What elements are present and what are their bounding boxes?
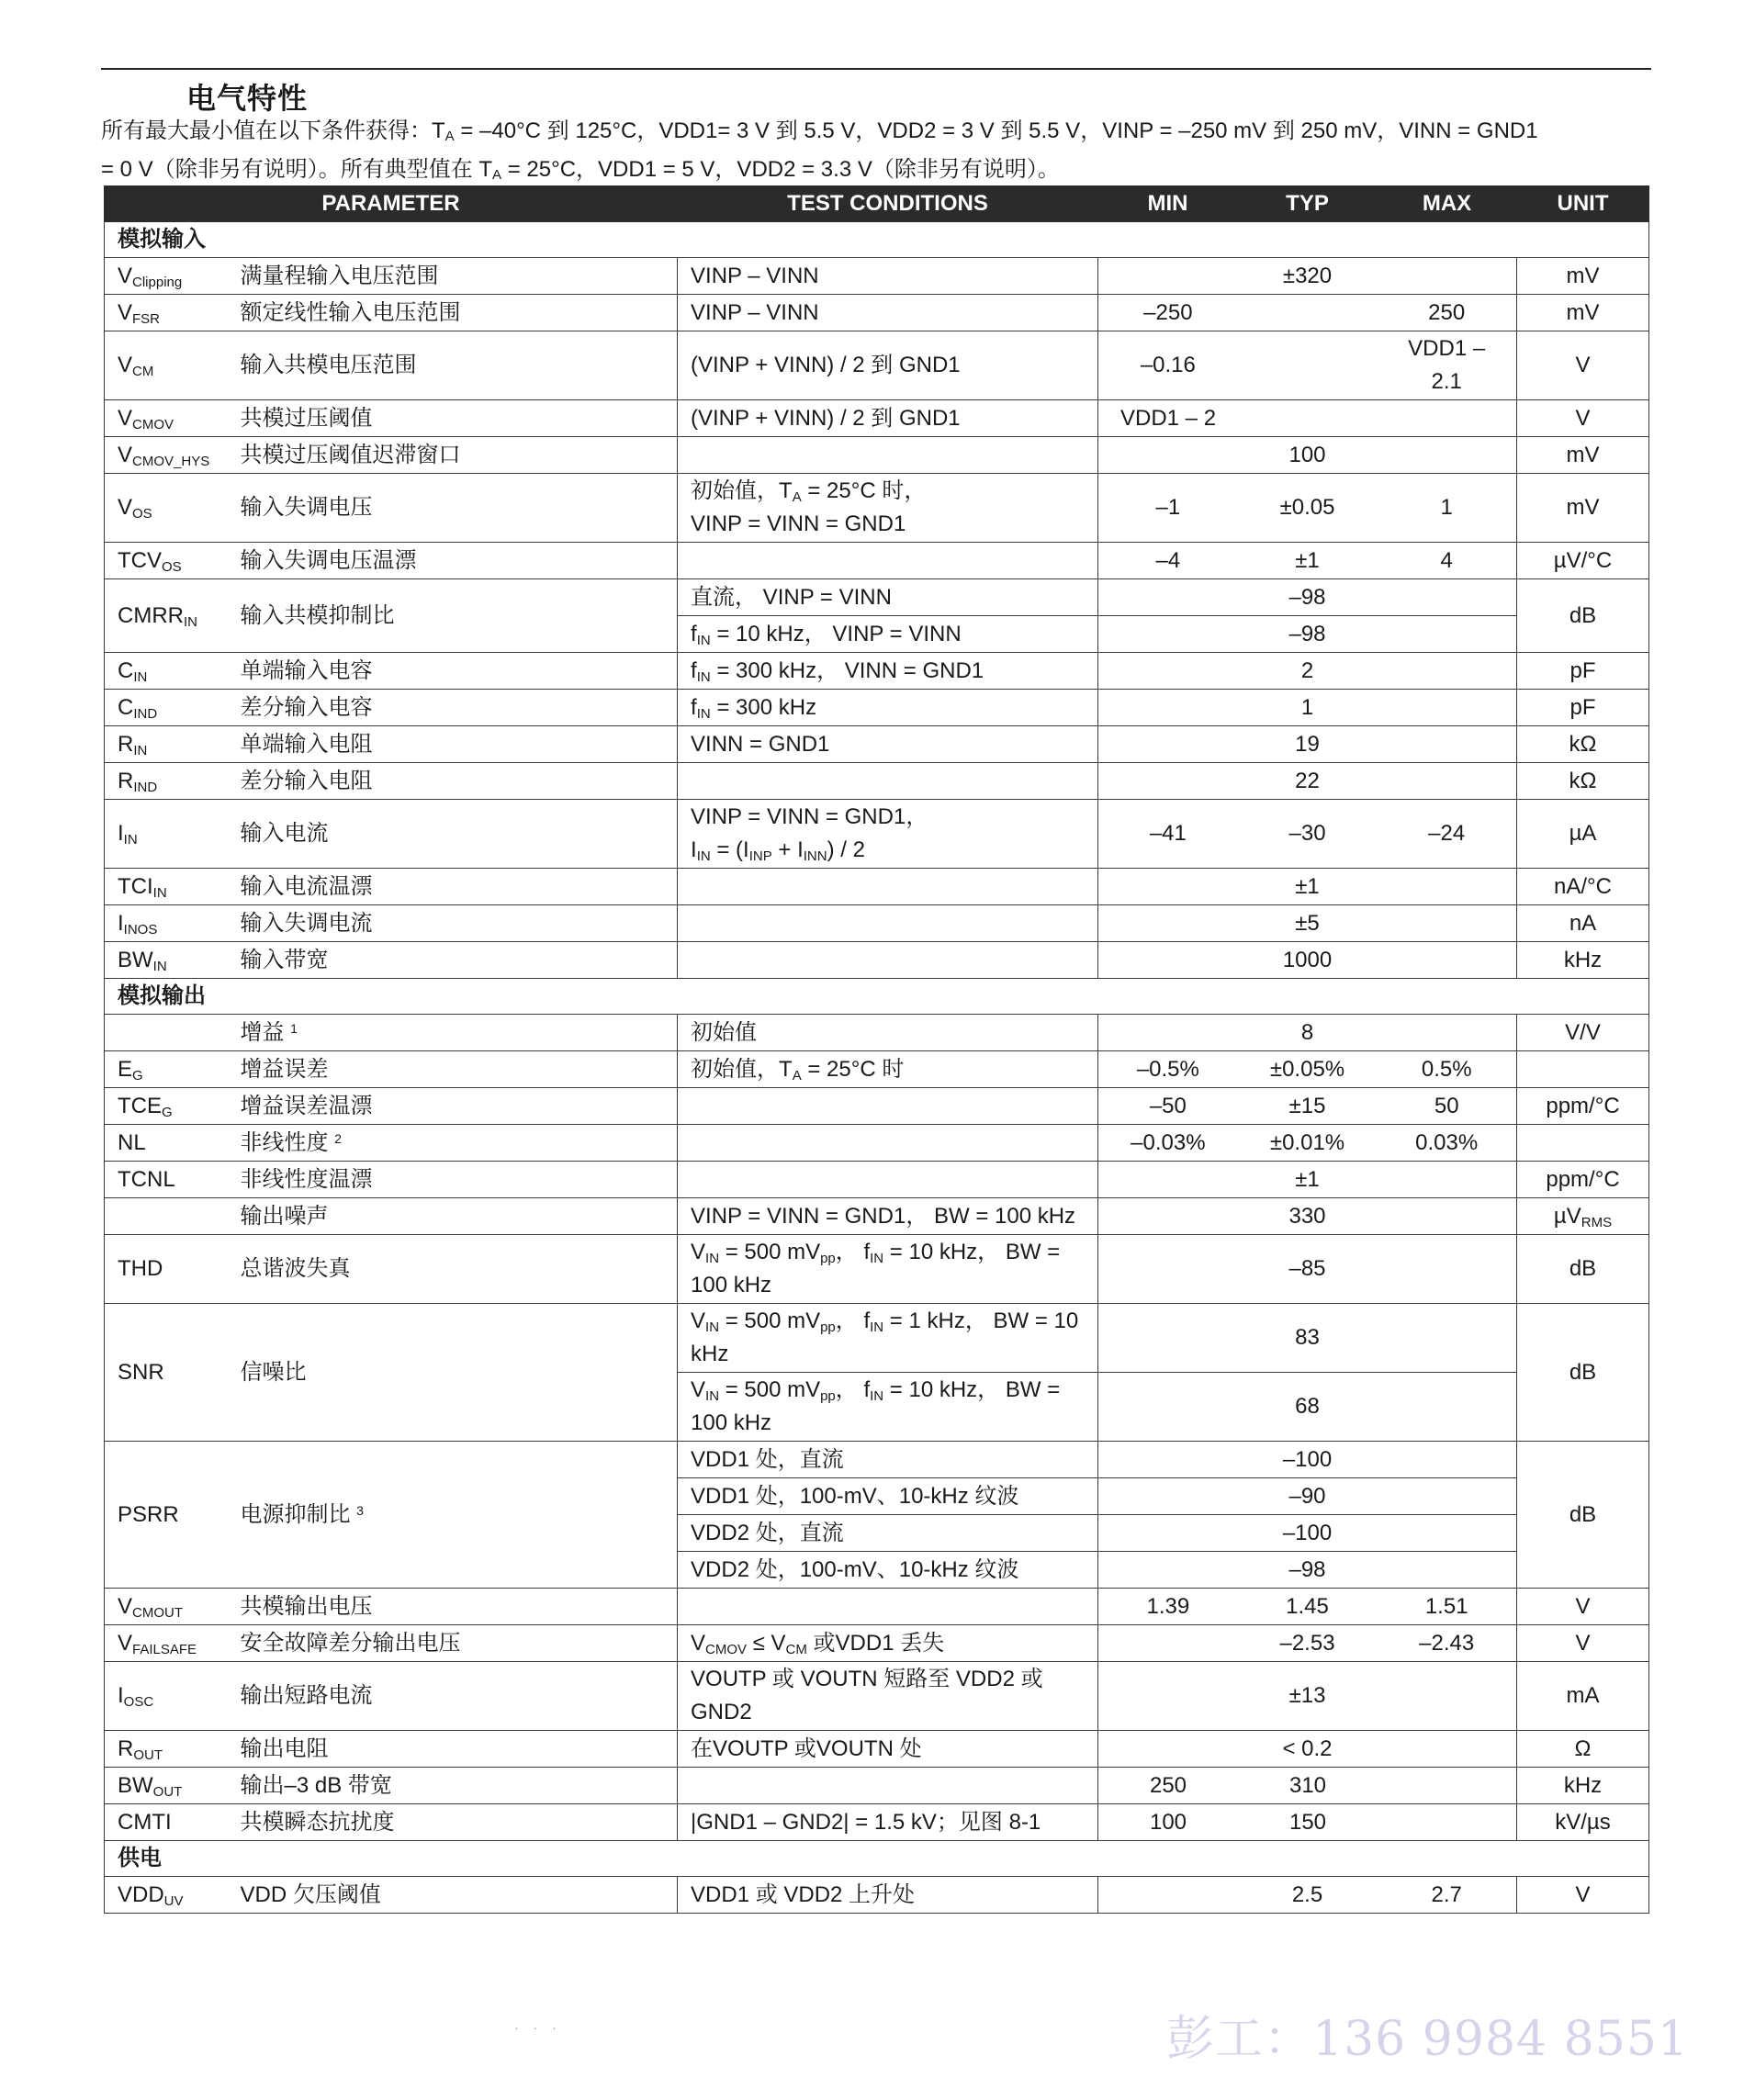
table-row: VDD1 处，100-mV、10-kHz 纹波 –90: [105, 1478, 1649, 1515]
table-row: CMTI 共模瞬态抗扰度 |GND1 – GND2| = 1.5 kV；见图 8-1 100 150 kV/µs: [105, 1804, 1649, 1841]
table-row: $BW_{IN}$ 输入带宽 1000 kHz: [105, 942, 1649, 979]
contact-watermark: 彭工：136 9984 8551: [1166, 2012, 1689, 2067]
scan-speckles: · · ·: [514, 2020, 562, 2035]
intro-paragraph: 所有最大最小值在以下条件获得：$T_A = -40^\circ C$ 到 125°C，VDD1= 3 V 到 5.5 V，VDD2 = 3 V 到 5.5 V，VINP = –250 mV 到 250 mV，VINN = GND1 = 0 V（除非另有说明）。所有典型值在 $T_A = 25^\circ C$，VDD1 = 5 V，VDD2 = 3.3 V（除非另有说明）。: [101, 118, 1538, 183]
header-parameter: PARAMETER: [105, 186, 678, 222]
table-row: $V_{FAILSAFE}$ 安全故障差分输出电压 $V_{CMOV} \le V_{CM}$ 或VDD1 丢失 –2.53 –2.43 V: [105, 1625, 1649, 1662]
header-unit: UNIT: [1517, 186, 1649, 222]
table-row: $f_{IN} = 10$ kHz， VINP = VINN –98: [105, 616, 1649, 653]
table-row: 输出噪声 VINP = VINN = GND1， BW = 100 kHz 330 µV$_{RMS}$: [105, 1198, 1649, 1235]
table-row: $TCV_{OS}$ 输入失调电压温漂 –4 ±1 4 µV/°C: [105, 543, 1649, 579]
table-row: $V_{CM}$ 输入共模电压范围 (VINP + VINN) / 2 到 GND1 –0.16 VDD1 – 2.1 V: [105, 331, 1649, 400]
table-row: 增益 $^1$ 初始值 8 V/V: [105, 1015, 1649, 1051]
table-row: VDD2 处，100-mV、10-kHz 纹波 –98: [105, 1552, 1649, 1589]
table-row: $VDD_{UV}$ VDD 欠压阈值 VDD1 或 VDD2 上升处 2.5 2.7 V: [105, 1877, 1649, 1914]
table-row: $V_{CMOV}$ 共模过压阈值 (VINP + VINN) / 2 到 GND1 VDD1 – 2 V: [105, 400, 1649, 437]
table-row: $R_{IN}$ 单端输入电阻 VINN = GND1 19 kΩ: [105, 726, 1649, 763]
table-row: $I_{IN}$ 输入电流 VINP = VINN = GND1， $I_{IN} = (I_{INP} + I_{INN}) / 2$ –41 –30 –24 µA: [105, 800, 1649, 869]
table-row: NL 非线性度 $^2$ –0.03% ±0.01% 0.03%: [105, 1125, 1649, 1162]
table-header: [105, 186, 1649, 222]
table-row: $V_{CMOUT}$ 共模输出电压 1.39 1.45 1.51 V: [105, 1589, 1649, 1625]
table-row: $I_{INOS}$ 输入失调电流 ±5 nA: [105, 905, 1649, 942]
electrical-characteristics-table: [104, 185, 1649, 1914]
table-row: $R_{OUT}$ 输出电阻 在VOUTP 或VOUTN 处 < 0.2 Ω: [105, 1731, 1649, 1768]
page-title: 电气特性: [186, 82, 309, 115]
table-row: $V_{Clipping}$ 满量程输入电压范围 VINP – VINN ±320 mV: [105, 258, 1649, 295]
section-analog-output: 模拟输出: [105, 979, 1649, 1015]
table-row: SNR 信噪比 $V_{IN} = 500$ $mV_{pp}$， $f_{IN} = 1$ kHz， BW = 10 kHz 83 dB: [105, 1304, 1649, 1373]
table-row: PSRR 电源抑制比 $^3$ VDD1 处，直流 –100 dB: [105, 1442, 1649, 1478]
header-test-conditions: TEST CONDITIONS: [678, 186, 1098, 222]
top-rule: [101, 68, 1651, 70]
header-min: MIN: [1098, 186, 1238, 222]
table-row: $I_{OSC}$ 输出短路电流 VOUTP 或 VOUTN 短路至 VDD2 或 GND2 ±13 mA: [105, 1662, 1649, 1731]
section-analog-input: 模拟输入: [105, 222, 1649, 258]
table-row: $C_{IN}$ 单端输入电容 $f_{IN} = 300$ kHz， VINN = GND1 2 pF: [105, 653, 1649, 690]
table-row: $CMRR_{IN}$ 输入共模抑制比 直流， VINP = VINN –98 dB: [105, 579, 1649, 616]
table-row: $TCE_G$ 增益误差温漂 –50 ±15 50 ppm/°C: [105, 1088, 1649, 1125]
table-row: $C_{IND}$ 差分输入电容 $f_{IN} = 300$ kHz 1 pF: [105, 690, 1649, 726]
header-max: MAX: [1378, 186, 1517, 222]
header-typ: TYP: [1238, 186, 1378, 222]
section-power-supply: 供电: [105, 1841, 1649, 1877]
table-row: $E_G$ 增益误差 初始值，$T_A = 25^\circ C$ 时 –0.5% ±0.05% 0.5%: [105, 1051, 1649, 1088]
table-row: $V_{CMOV\_HYS}$ 共模过压阈值迟滞窗口 100 mV: [105, 437, 1649, 474]
table-row: THD 总谐波失真 $V_{IN} = 500$ $mV_{pp}$， $f_{IN} = 10$ kHz， BW = 100 kHz –85 dB: [105, 1235, 1649, 1304]
table-row: $V_{OS}$ 输入失调电压 初始值，$T_A = 25^\circ C$ 时， VINP = VINN = GND1 –1 ±0.05 1 mV: [105, 474, 1649, 543]
table-row: $BW_{OUT}$ 输出–3 dB 带宽 250 310 kHz: [105, 1768, 1649, 1804]
table-row: $TCI_{IN}$ 输入电流温漂 ±1 nA/°C: [105, 869, 1649, 905]
table-row: $V_{FSR}$ 额定线性输入电压范围 VINP – VINN –250 250 mV: [105, 295, 1649, 331]
table-row: $V_{IN} = 500$ $mV_{pp}$， $f_{IN} = 10$ kHz， BW = 100 kHz 68: [105, 1373, 1649, 1442]
table-row: $R_{IND}$ 差分输入电阻 22 kΩ: [105, 763, 1649, 800]
table-row: VDD2 处，直流 –100: [105, 1515, 1649, 1552]
table-row: TCNL 非线性度温漂 ±1 ppm/°C: [105, 1162, 1649, 1198]
